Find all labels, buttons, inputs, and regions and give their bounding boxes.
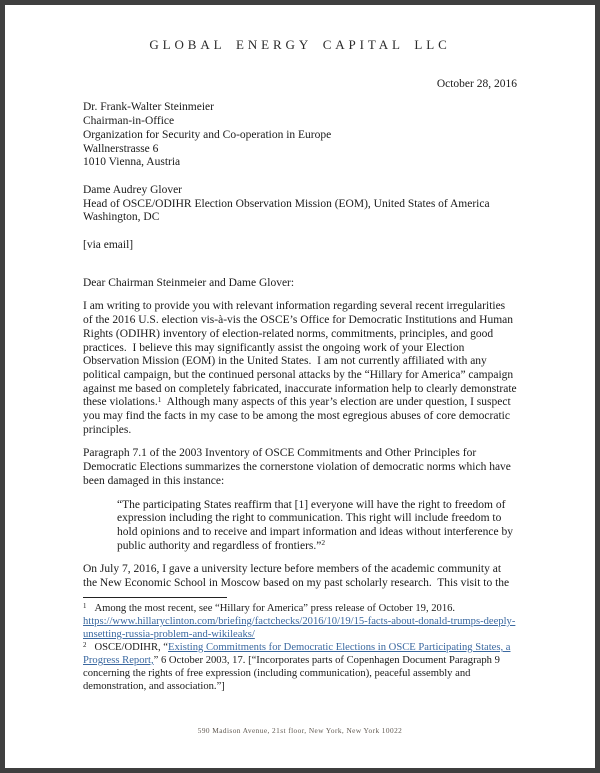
recipient-line: Chairman-in-Office [83,115,175,128]
recipient-line: Dr. Frank-Walter Steinmeier [83,101,214,114]
footnote-separator [83,597,227,598]
letterhead-company-name: GLOBAL ENERGY CAPITAL LLC [149,37,451,52]
recipient-block-secondary [83,184,517,225]
footnote-2 [83,641,517,693]
letter-content [5,5,595,768]
footnote-text: Among the most recent, see “Hillary for America” press release of October 19, 2016. [94,602,456,614]
paragraph-introduction [83,300,517,437]
salutation: Dear Chairman Steinmeier and Dame Glover: [83,276,295,289]
recipient-block-primary [83,101,517,170]
paragraph-moscow-lecture: On July 7, 2016, I gave a university lecture before members of the academic community at the New Economic School in Moscow based on my past scholarly research. This visit to the [83,563,510,590]
footnote-hyperlink-url[interactable]: https://www.hillaryclinton.com/briefing/factchecks/2016/10/19/15-facts-about-donald-trumps-deeply-unsetting-russia-problem-and-wikileaks/ [83,615,516,640]
recipient-line: Washington, DC [83,211,160,224]
recipient-line: Organization for Security and Co-operation in Europe [83,128,332,141]
recipient-line: 1010 Vienna, Austria [83,156,181,169]
paragraph-osce-inventory: Paragraph 7.1 of the 2003 Inventory of OSCE Commitments and Other Principles for Democratic Elections summarizes the cornerstone violation of democratic norms which have been damaged in this instance: [83,447,511,487]
paragraph-text: I am writing to provide you with relevant information regarding several recent irregularities of the 2016 U.S. election vis-à-vis the OSCE’s Office for Democratic Institutions and Human Rights (ODIHR) inventory of election-related norms, commitments, principles, and good practices. I believe this may significantly assist the ongoing work of your Election Observation Mission (EOM) in the United States. I am not currently affiliated with any political campaign, but the continued personal attacks by the “Hillary for America” campaign against me based on completely fabricated, inaccurate information help to clearly demonstrate these violations. [83,300,517,409]
footnote-area [83,597,517,693]
footnote-text: OSCE/ODIHR, “ [94,641,169,653]
footnote-hyperlink-report[interactable]: Existing Commitments for Democratic Elections in OSCE Participating States, a Progress Report, [83,641,511,666]
letter-date: October 28, 2016 [436,77,517,90]
block-quote [117,499,517,554]
quote-text: “The participating States reaffirm that [1] everyone will have the right to freedom of expression including the right to communication. This right will include freedom to hold opinions and to receive and impart information and ideas without interference by public authority and regardless of frontiers.” [117,498,513,552]
recipient-line: Dame Audrey Glover [83,183,182,196]
recipient-line: Head of OSCE/ODIHR Election Observation Mission (EOM), United States of America [83,197,490,210]
delivery-method-note: [via email] [83,239,134,252]
footnote-reference-2: 2 [321,538,326,548]
footnote-marker-1: 1 [83,602,87,610]
paragraph-text: Although many aspects of this year’s election are under question, I suspect you may find the facts in my case to be among the most egregious abuses of core democratic principles. [83,396,511,436]
footnote-reference-1: 1 [157,395,162,404]
footnote-text: ” 6 October 2003, 17. [“Incorporates parts of Copenhagen Document Paragraph 9 concerning the rights of free expression (including communication), peaceful assembly and demonstration, and association.”] [83,654,500,692]
recipient-line: Wallnerstrasse 6 [83,142,159,155]
footnote-1 [83,602,517,641]
footer-address: 590 Madison Avenue, 21st floor, New York, New York 10022 [197,726,403,736]
footnote-marker-2: 2 [83,641,87,649]
